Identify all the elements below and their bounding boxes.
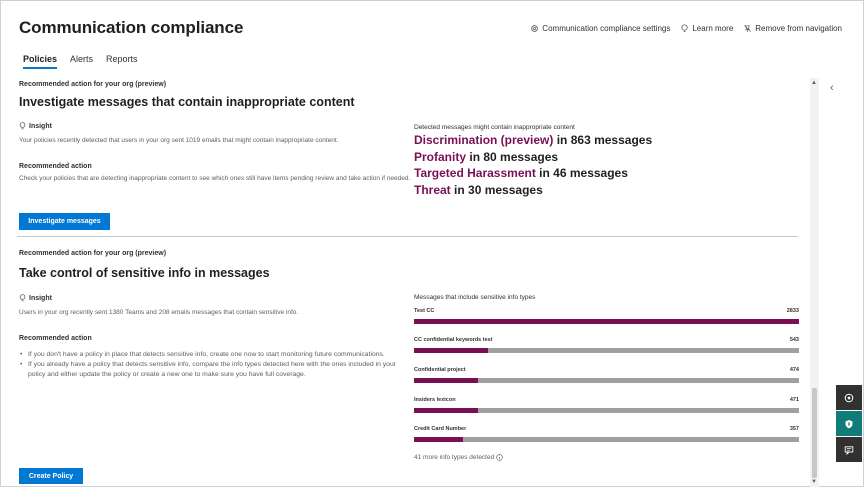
remove-from-navigation-link[interactable]	[743, 24, 842, 33]
detected-category-row	[414, 165, 652, 182]
tab-bar	[23, 54, 138, 69]
info-type-bar	[414, 408, 799, 413]
create-policy-button[interactable]: Create Policy	[19, 468, 83, 484]
info-type-bar-fill	[414, 348, 488, 353]
info-type-bar-fill	[414, 378, 478, 383]
page-title: Communication compliance	[19, 18, 244, 37]
info-type-bar-fill	[414, 437, 463, 442]
category-count: in 863 messages	[556, 133, 653, 147]
detected-category-row	[414, 149, 652, 166]
category-name[interactable]: Threat	[414, 182, 451, 197]
feedback-button[interactable]	[836, 437, 862, 462]
info-type-bar	[414, 348, 799, 353]
learn-more-link[interactable]	[680, 24, 733, 33]
info-type-name: CC confidential keywords test	[414, 337, 493, 343]
detected-categories-list	[414, 132, 652, 198]
recommendations-panel	[0, 78, 806, 487]
category-count: in 46 messages	[539, 166, 628, 180]
card-divider	[17, 236, 798, 237]
info-type-row	[414, 397, 799, 413]
more-info-types-label: 41 more info types detected	[414, 454, 495, 461]
info-type-bar	[414, 378, 799, 383]
list-item: • If you don't have a policy in place that detects sensitive info, create one now to start monitoring future communications.	[19, 350, 407, 360]
header-links	[530, 24, 842, 33]
detected-messages-label: Detected messages might contain inappropriate content	[414, 124, 575, 131]
vertical-scrollbar[interactable]	[810, 78, 819, 487]
detected-category-row	[414, 132, 652, 149]
category-name[interactable]: Profanity	[414, 149, 467, 164]
investigate-messages-button[interactable]: Investigate messages	[19, 213, 110, 230]
learn-more-label: Learn more	[692, 24, 734, 33]
info-type-count: 2833	[786, 308, 799, 314]
info-type-name: Confidential project	[414, 367, 466, 373]
card2-action-list	[19, 350, 407, 381]
more-info-types[interactable]	[414, 454, 503, 461]
info-type-row	[414, 337, 799, 353]
settings-link-label: Communication compliance settings	[542, 24, 671, 33]
category-name[interactable]: Discrimination (preview)	[414, 133, 554, 147]
card2-insight-text: Users in your org recently sent 1380 Teams and 208 emails messages that contain sensitive info.	[19, 309, 299, 316]
remove-link-label: Remove from navigation	[755, 24, 842, 33]
info-type-bar-fill	[414, 319, 799, 324]
card1-insight-label	[19, 122, 52, 130]
lightbulb-icon	[19, 294, 26, 302]
lightbulb-icon	[19, 122, 26, 130]
card1-recommended-label: Recommended action for your org (preview)	[19, 81, 167, 88]
card1-action-label: Recommended action	[19, 163, 92, 170]
info-type-name: Credit Card Number	[414, 426, 467, 432]
card2-insight-title: Insight	[29, 294, 52, 302]
info-type-row	[414, 426, 799, 442]
info-type-row	[414, 308, 799, 324]
scroll-up-arrow-icon[interactable]: ▲	[811, 80, 817, 86]
feedback-icon	[844, 445, 854, 455]
sensitive-types-label: Messages that include sensitive info types	[414, 294, 536, 301]
category-name[interactable]: Targeted Harassment	[414, 166, 536, 180]
list-item: • If you already have a policy that detects sensitive info, compare the info types detected here with the ones included in your policy and either update the policy or create a new one to make sure you have full coverage.	[19, 360, 407, 380]
help-icon	[844, 393, 854, 403]
card1-insight-text: Your policies recently detected that users in your org sent 1019 emails that might contain inappropriate content.	[19, 137, 339, 144]
info-type-count: 543	[789, 337, 799, 343]
card2-action-label: Recommended action	[19, 335, 92, 342]
scroll-down-arrow-icon[interactable]: ▼	[811, 479, 817, 485]
info-type-name: Test CC	[414, 308, 435, 314]
unpin-icon	[743, 24, 752, 33]
info-type-bar	[414, 437, 799, 442]
card1-heading: Investigate messages that contain inappropriate content	[19, 95, 355, 109]
scroll-thumb[interactable]	[812, 388, 817, 478]
security-button[interactable]	[836, 411, 862, 436]
settings-link[interactable]	[530, 24, 670, 33]
info-type-count: 471	[789, 397, 799, 403]
info-type-name: Insiders lexicon	[414, 397, 456, 403]
category-count: in 80 messages	[469, 149, 559, 164]
info-type-count: 357	[789, 426, 799, 432]
chevron-left-icon[interactable]: ‹	[830, 82, 834, 94]
info-type-row	[414, 367, 799, 383]
gear-icon	[530, 24, 539, 33]
info-type-count: 474	[789, 367, 799, 373]
category-count: in 30 messages	[454, 182, 543, 197]
shield-icon	[844, 419, 854, 429]
tab-reports[interactable]: Reports	[106, 54, 138, 64]
floating-toolbar	[836, 385, 862, 463]
card1-insight-title: Insight	[29, 122, 52, 130]
info-type-bar-fill	[414, 408, 478, 413]
info-icon	[496, 454, 503, 461]
card1-action-text: Check your policies that are detecting inappropriate content to see which ones still have items pending review and take action if needed.	[19, 175, 411, 182]
tab-policies[interactable]: Policies	[23, 54, 57, 69]
help-button[interactable]	[836, 385, 862, 410]
card2-heading: Take control of sensitive info in messages	[19, 266, 270, 280]
lightbulb-icon	[680, 24, 689, 33]
card2-recommended-label: Recommended action for your org (preview)	[19, 250, 167, 257]
tab-alerts[interactable]: Alerts	[70, 54, 94, 64]
detected-category-row	[414, 182, 652, 199]
card2-insight-label	[19, 294, 52, 302]
info-type-bar	[414, 319, 799, 324]
